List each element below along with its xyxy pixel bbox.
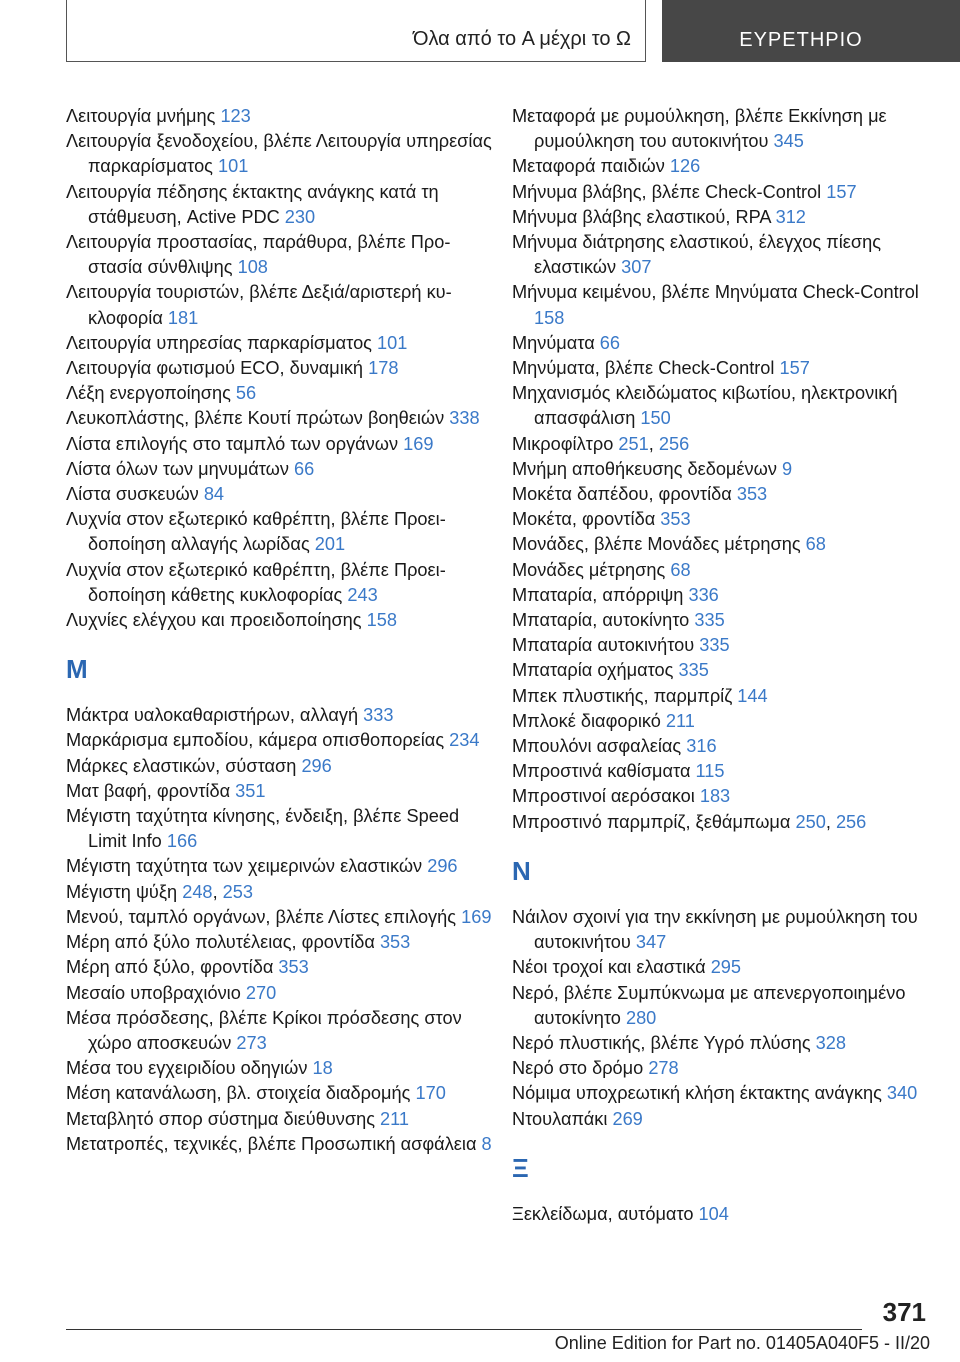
index-letter-heading: Μ xyxy=(66,654,88,685)
index-entry xyxy=(512,784,932,809)
page-reference-link[interactable]: 353 xyxy=(278,957,309,978)
index-entry-text: Μηχανισμός κλειδώματος κιβωτίου, ηλεκτρονική απασφάλιση xyxy=(512,383,898,429)
index-entry-text: Μοκέτα, φροντίδα xyxy=(512,509,661,530)
page-reference-link[interactable]: 66 xyxy=(294,458,315,479)
page-reference-link[interactable]: 333 xyxy=(363,705,394,726)
page-reference-link[interactable]: 256 xyxy=(835,811,867,832)
page-reference-link[interactable]: 170 xyxy=(415,1083,446,1104)
footer-divider xyxy=(66,1329,862,1330)
index-entry xyxy=(512,482,932,507)
index-entry xyxy=(512,230,932,280)
index-entry-text: Μέγιστη ταχύτητα των χειμερινών ελαστικών xyxy=(66,856,428,877)
index-entry-text: Μήνυμα διάτρησης ελαστικού, έλεγχος πίεσης ελαστικών xyxy=(512,232,881,278)
index-entry-text: Λειτουργία πέδησης έκτακτης ανάγκης κατά τη στάθμευση, Active PDC xyxy=(66,181,439,227)
page-reference-link[interactable]: 250 xyxy=(795,811,826,832)
page-reference-link[interactable]: 178 xyxy=(368,358,399,379)
index-entry xyxy=(66,754,496,779)
index-entry-text: Μπαταρία αυτοκινήτου xyxy=(512,635,700,656)
index-entry xyxy=(66,728,496,753)
page-reference-link[interactable]: 150 xyxy=(640,408,671,429)
page-reference-link[interactable]: 307 xyxy=(621,257,652,278)
index-entry-text: Λειτουργία υπηρεσίας παρκαρίσματος xyxy=(66,332,377,353)
index-entry xyxy=(512,759,932,784)
index-entry-text: Λειτουργία φωτισμού ECO, δυναμική xyxy=(66,358,369,379)
index-entry xyxy=(512,381,932,431)
index-entry-text: Λυχνία στον εξωτερικό καθρέπτη, βλέπε Προειδοποίηση κάθετης κυκλοφορίας xyxy=(66,559,446,605)
index-entry xyxy=(512,280,932,330)
index-entry xyxy=(512,507,932,532)
page-reference-link[interactable]: 296 xyxy=(427,856,458,877)
index-entry-text: Νερό στο δρόμο xyxy=(512,1058,649,1079)
index-entry-text: Μηνύματα xyxy=(512,332,600,353)
page-reference-link[interactable]: 211 xyxy=(665,710,695,731)
index-entry-text: Μάκτρα υαλοκαθαριστήρων, αλλαγή xyxy=(66,705,364,726)
index-entry-text: Νερό, βλέπε Συμπύκνωμα με απενεργοποιημένο αυτοκίνητο xyxy=(512,982,906,1028)
index-entry-text: Μπαταρία οχήματος xyxy=(512,660,679,681)
page-reference-link[interactable]: 270 xyxy=(245,982,277,1003)
index-entry xyxy=(66,507,496,557)
index-entry xyxy=(512,955,932,980)
index-entry xyxy=(66,482,496,507)
page-reference-link[interactable]: 101 xyxy=(218,156,249,177)
index-entry: Μέγιστη ψύξη 248, 253 xyxy=(66,881,254,902)
page-reference-link[interactable]: 280 xyxy=(625,1007,657,1028)
index-entry xyxy=(66,1056,496,1081)
index-entry xyxy=(66,280,496,330)
index-entry-text: Νερό πλυστικής, βλέπε Υγρό πλύσης xyxy=(512,1032,816,1053)
index-entry-text: Μπροστινοί αερόσακοι xyxy=(512,786,700,807)
index-entry xyxy=(512,205,932,230)
page-reference-link[interactable]: 295 xyxy=(710,957,742,978)
index-entry-text: Μονάδες μέτρησης xyxy=(512,559,671,580)
index-column-left xyxy=(66,104,496,1157)
index-entry-text: Μέρη από ξύλο πολυτέλειας, φροντίδα xyxy=(66,932,380,953)
page-reference-link[interactable]: 18 xyxy=(312,1058,333,1079)
page-reference-link[interactable]: 169 xyxy=(403,433,434,454)
index-entry xyxy=(66,703,496,728)
index-entry xyxy=(512,981,932,1031)
index-entry-text: Μπροστινά καθίσματα xyxy=(512,761,696,782)
index-entry: Μικροφίλτρο 251, 256 xyxy=(512,433,690,454)
page-reference-link[interactable]: 340 xyxy=(886,1083,918,1104)
index-entry-text: Μνήμη αποθήκευσης δεδομένων xyxy=(512,458,782,479)
page-reference-link[interactable]: 104 xyxy=(698,1203,729,1224)
page-reference-link[interactable]: 181 xyxy=(167,307,199,328)
index-entry-text: Μήνυμα κειμένου, βλέπε Μηνύματα Check-Control xyxy=(512,282,919,303)
index-entry-text: Νόμιμα υποχρεωτική κλήση έκτακτης ανάγκης xyxy=(512,1083,887,1104)
index-entry xyxy=(66,381,496,406)
index-entry-text: Μάρκες ελαστικών, σύσταση xyxy=(66,755,302,776)
index-entry xyxy=(512,709,932,734)
index-entry xyxy=(512,1107,932,1132)
index-entry xyxy=(66,406,496,431)
index-entry-text: Μπαταρία, απόρριψη xyxy=(512,584,689,605)
header-section-tab[interactable] xyxy=(662,0,960,62)
index-entry xyxy=(512,1056,932,1081)
index-entry xyxy=(512,457,932,482)
page-reference-link[interactable]: 230 xyxy=(284,206,316,227)
index-entry xyxy=(66,104,496,129)
index-entry-text: Μεταβλητό σπορ σύστημα διεύθυνσης xyxy=(66,1108,381,1129)
index-entry xyxy=(66,905,496,930)
page-reference-link[interactable]: 157 xyxy=(779,358,810,379)
index-entry xyxy=(512,532,932,557)
index-entry-text: Μέση κατανάλωση, βλ. στοιχεία διαδρομής xyxy=(66,1083,416,1104)
index-entry xyxy=(512,154,932,179)
header-section-label: ΕΥΡΕΤΗΡΙΟ xyxy=(739,29,863,51)
page-reference-link[interactable]: 157 xyxy=(826,181,857,202)
page-reference-link[interactable]: 278 xyxy=(648,1058,679,1079)
page-reference-link[interactable]: 347 xyxy=(635,932,667,953)
index-entry xyxy=(512,684,932,709)
page-reference-link[interactable]: 269 xyxy=(612,1108,643,1129)
index-entry xyxy=(512,658,932,683)
page-reference-link[interactable]: 211 xyxy=(380,1108,410,1129)
page-reference-link[interactable]: 169 xyxy=(461,906,492,927)
page-reference-link[interactable]: 273 xyxy=(236,1032,267,1053)
index-entry xyxy=(66,230,496,280)
page-reference-link[interactable]: 158 xyxy=(534,307,565,328)
index-entry-text: Μπαταρία, αυτοκίνητο xyxy=(512,610,695,631)
index-entry-text: Νάιλον σχοινί για την εκκίνηση με ρυμούλκηση του αυτοκινήτου xyxy=(512,906,918,953)
index-entry-text: Λέξη ενεργοποίησης xyxy=(66,383,236,404)
page-reference-link[interactable]: 126 xyxy=(669,156,701,177)
page-reference-link[interactable]: 166 xyxy=(166,831,198,852)
index-entry xyxy=(66,608,496,633)
index-entry-text: Μέσα του εγχειριδίου οδηγιών xyxy=(66,1058,313,1079)
index-entry xyxy=(66,955,496,980)
page-reference-link[interactable]: 84 xyxy=(203,484,225,505)
index-entry xyxy=(66,558,496,608)
index-entry-text: Ξεκλείδωμα, αυτόματο xyxy=(512,1203,699,1224)
index-entry xyxy=(512,734,932,759)
index-entry-text: Μέγιστη ταχύτητα κίνησης, ένδειξη, βλέπε Speed Limit Info xyxy=(66,806,460,852)
index-entry xyxy=(66,457,496,482)
page-reference-link[interactable]: 68 xyxy=(805,534,826,555)
page-reference-link[interactable]: 9 xyxy=(781,458,793,479)
index-letter-heading: Ξ xyxy=(512,1152,529,1183)
index-entry xyxy=(66,779,496,804)
page-reference-link[interactable]: 335 xyxy=(678,660,709,681)
footer-edition: Online Edition for Part no. 01405A040F5 - II/20 xyxy=(554,1333,930,1353)
header-title: Όλα από το A μέχρι το Ω xyxy=(413,28,631,50)
index-entry-text: Ντουλαπάκι xyxy=(512,1108,613,1129)
page-reference-link[interactable]: 201 xyxy=(314,534,346,555)
index-entry xyxy=(512,180,932,205)
index-entry-text: Μπεκ πλυστικής, παρμπρίζ xyxy=(512,685,738,706)
index-entry-text: Μήνυμα βλάβης ελαστικού, RPA xyxy=(512,206,776,227)
index-entry-text: Λυχνίες ελέγχου και προειδοποίησης xyxy=(66,610,367,631)
index-entry xyxy=(512,104,932,154)
page-reference-link[interactable]: 351 xyxy=(235,780,266,801)
index-entry-text: Μαρκάρισμα εμποδίου, κάμερα οπισθοπορείας xyxy=(66,730,450,751)
index-entry-text: Νέοι τροχοί και ελαστικά xyxy=(512,957,711,978)
index-entry-text: Μέσα πρόσδεσης, βλέπε Κρίκοι πρόσδεσης στον χώρο αποσκευών xyxy=(66,1007,462,1053)
page-reference-link[interactable]: 115 xyxy=(695,761,725,782)
index-entry-text: Μέγιστη ψύξη xyxy=(66,881,183,902)
page-reference-link[interactable]: 108 xyxy=(237,257,268,278)
index-entry-text: Μπροστινό παρμπρίζ, ξεθάμπωμα xyxy=(512,811,796,832)
index-entry xyxy=(512,608,932,633)
index-entry xyxy=(512,1202,932,1227)
index-entry-text: Λειτουργία μνήμης xyxy=(66,106,221,126)
index-entry xyxy=(512,1031,932,1056)
index-entry xyxy=(66,1107,496,1132)
index-entry: Μπροστινό παρμπρίζ, ξεθάμπωμα 250, 256 xyxy=(512,811,867,832)
index-entry-text: Μεταφορά παιδιών xyxy=(512,156,670,177)
index-entry xyxy=(512,331,932,356)
page-reference-link[interactable]: 345 xyxy=(773,131,804,152)
index-entry-text: Λειτουργία τουριστών, βλέπε Δεξιά/αριστερή κυκλοφορία xyxy=(66,282,452,328)
index-entry xyxy=(512,905,932,955)
page-reference-link[interactable]: 66 xyxy=(599,332,621,353)
header-title-box xyxy=(66,0,646,62)
index-entry-text: Λίστα επιλογής στο ταμπλό των οργάνων xyxy=(66,433,404,454)
page-reference-link[interactable]: 8 xyxy=(481,1133,492,1154)
page-reference-link[interactable]: 336 xyxy=(688,584,719,605)
index-entry xyxy=(66,1081,496,1106)
page-reference-link[interactable]: 144 xyxy=(737,685,768,706)
page-reference-link[interactable]: 338 xyxy=(449,408,480,429)
index-entry-text: Μοκέτα δαπέδου, φροντίδα xyxy=(512,484,737,505)
index-entry-text: Μικροφίλτρο xyxy=(512,433,619,454)
page-reference-link[interactable]: 353 xyxy=(379,932,411,953)
page-reference-link[interactable]: 158 xyxy=(366,610,397,631)
index-entry-text: Λευκοπλάστης, βλέπε Κουτί πρώτων βοηθειών xyxy=(66,408,450,429)
page-reference-link[interactable]: 248 xyxy=(182,881,213,902)
page-reference-link[interactable]: 68 xyxy=(670,559,691,580)
index-entry-text: Μήνυμα βλάβης, βλέπε Check-Control xyxy=(512,181,827,202)
index-entry xyxy=(66,981,496,1006)
index-entry-text: Λυχνία στον εξωτερικό καθρέπτη, βλέπε Προειδοποίηση αλλαγής λωρίδας xyxy=(66,509,446,555)
index-entry xyxy=(66,356,496,381)
page-reference-link[interactable]: 251 xyxy=(618,433,649,454)
page-reference-link[interactable]: 335 xyxy=(694,610,725,631)
page-reference-link[interactable]: 316 xyxy=(686,736,717,757)
index-entry-text: Μετατροπές, τεχνικές, βλέπε Προσωπική ασφάλεια xyxy=(66,1133,482,1154)
index-entry-text: Μεσαίο υποβραχιόνιο xyxy=(66,982,246,1003)
page-number: 371 xyxy=(882,1297,926,1327)
page-reference-link[interactable]: 256 xyxy=(658,433,690,454)
index-entry-text: Λειτουργία ξενοδοχείου, βλέπε Λειτουργία υπηρεσίας παρκαρίσματος xyxy=(66,131,492,177)
index-entry-text: Μονάδες, βλέπε Μονάδες μέτρησης xyxy=(512,534,806,555)
page-reference-link[interactable]: 101 xyxy=(377,332,408,353)
index-entry-text: Ματ βαφή, φροντίδα xyxy=(66,780,236,801)
page-reference-link[interactable]: 56 xyxy=(235,383,257,404)
page-reference-link[interactable]: 234 xyxy=(449,730,480,751)
index-entry xyxy=(512,633,932,658)
page-reference-link[interactable]: 328 xyxy=(815,1032,847,1053)
index-entry xyxy=(66,854,496,879)
index-entry-text: Λίστα όλων των μηνυμάτων xyxy=(66,458,295,479)
page-reference-link[interactable]: 335 xyxy=(699,635,730,656)
index-entry xyxy=(512,356,932,381)
index-entry xyxy=(512,558,932,583)
index-entry-text: Μεταφορά με ρυμούλκηση, βλέπε Εκκίνηση με ρυμούλκηση του αυτοκινήτου xyxy=(512,106,887,152)
index-entry xyxy=(512,1081,932,1106)
index-entry-text: Μέρη από ξύλο, φροντίδα xyxy=(66,957,279,978)
page-reference-link[interactable]: 243 xyxy=(347,584,378,605)
page-reference-link[interactable]: 353 xyxy=(660,509,691,530)
page-reference-link[interactable]: 253 xyxy=(222,881,254,902)
index-entry xyxy=(66,129,496,179)
index-entry xyxy=(66,804,496,854)
index-entry xyxy=(66,432,496,457)
index-entry xyxy=(66,1132,496,1157)
page-reference-link[interactable]: 312 xyxy=(775,206,806,227)
index-entry-text: Μηνύματα, βλέπε Check-Control xyxy=(512,358,780,379)
index-entry xyxy=(66,930,496,955)
page-reference-link[interactable]: 353 xyxy=(736,484,768,505)
index-letter-heading: Ν xyxy=(512,855,531,886)
index-entry xyxy=(66,180,496,230)
index-entry-text: Μενού, ταμπλό οργάνων, βλέπε Λίστες επιλογής xyxy=(66,906,462,927)
page-reference-link[interactable]: 296 xyxy=(301,755,332,776)
page-reference-link[interactable]: 123 xyxy=(220,106,251,126)
index-entry xyxy=(512,583,932,608)
index-column-right xyxy=(512,104,932,1227)
page-reference-link[interactable]: 183 xyxy=(699,786,731,807)
index-entry xyxy=(66,1006,496,1056)
index-entry xyxy=(66,331,496,356)
index-entry-text: Μπουλόνι ασφαλείας xyxy=(512,736,687,757)
index-entry-text: Μπλοκέ διαφορικό xyxy=(512,710,666,731)
index-entry-text: Λίστα συσκευών xyxy=(66,484,204,505)
index-entry-text: Λειτουργία προστασίας, παράθυρα, βλέπε Προστασία σύνθλιψης xyxy=(66,232,451,278)
